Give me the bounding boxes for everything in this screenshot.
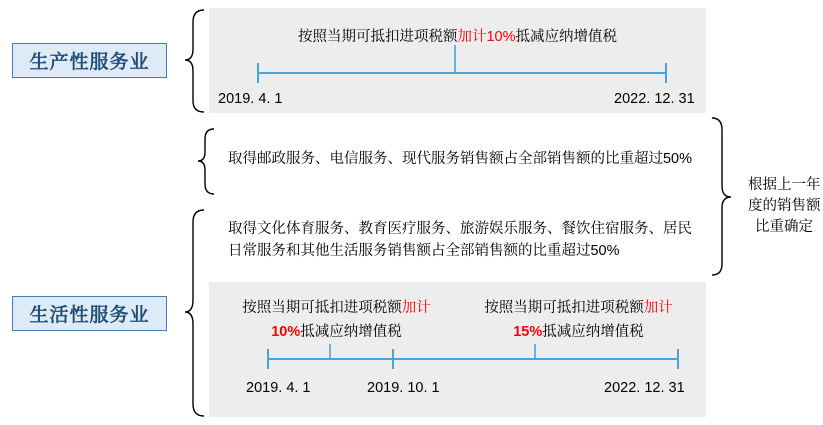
production-policy-text: [229, 26, 686, 48]
brace-living: [185, 210, 204, 416]
side-note-line-1: 根据上一年: [748, 177, 821, 193]
category-label-production: [12, 43, 167, 78]
brace-production-condition: [198, 129, 214, 194]
living-timeline-mid-label: 2019. 10. 1: [367, 380, 440, 396]
living-policy-segment-1-post: 抵减应纳增值税: [300, 324, 402, 340]
brace-production: [185, 10, 204, 112]
living-policy-segment-2-rate: 15%: [513, 324, 543, 340]
living-policy-segment-1-text: [224, 296, 449, 344]
living-policy-segment-1-line2: [224, 320, 449, 344]
production-condition-text: 取得邮政服务、电信服务、现代服务销售额占全部销售额的比重超过50%: [228, 151, 693, 167]
production-timeline-end-label: 2022. 12. 31: [614, 91, 695, 107]
category-label-living: [12, 296, 167, 331]
production-policy-post: 抵减应纳增值税: [515, 29, 618, 45]
living-policy-segment-1-line1: [224, 296, 449, 320]
living-policy-segment-2-line1: [466, 296, 691, 320]
living-policy-segment-2-pre: 按照当期可抵扣进项税额: [484, 300, 644, 316]
living-policy-segment-2-text: [466, 296, 691, 344]
category-label-living-text: 生活性服务业: [29, 305, 150, 326]
side-note-line-3: 比重确定: [755, 219, 813, 235]
living-timeline-end-label: 2022. 12. 31: [604, 380, 685, 396]
living-policy-segment-1-jiaji: 加计: [401, 300, 431, 316]
living-policy-segment-2-jiaji: 加计: [643, 300, 673, 316]
category-label-production-text: 生产性服务业: [29, 52, 150, 73]
living-condition-text: 取得文化体育服务、教育医疗服务、旅游娱乐服务、餐饮住宿服务、居民日常服务和其他生活服务销售额占全部销售额的比重超过50%: [228, 221, 692, 259]
brace-side-note: [712, 118, 731, 275]
production-policy-pre: 按照当期可抵扣进项税额: [297, 29, 458, 45]
living-policy-segment-2-post: 抵减应纳增值税: [542, 324, 644, 340]
production-policy-rate: 加计10%: [457, 29, 516, 45]
living-timeline-start-label: 2019. 4. 1: [246, 380, 311, 396]
living-policy-segment-1-pre: 按照当期可抵扣进项税额: [242, 300, 402, 316]
side-note-line-2: 度的销售额: [748, 198, 821, 214]
living-policy-segment-1-rate: 10%: [271, 324, 301, 340]
production-timeline-start-label: 2019. 4. 1: [218, 91, 283, 107]
living-policy-segment-2-line2: [466, 320, 691, 344]
